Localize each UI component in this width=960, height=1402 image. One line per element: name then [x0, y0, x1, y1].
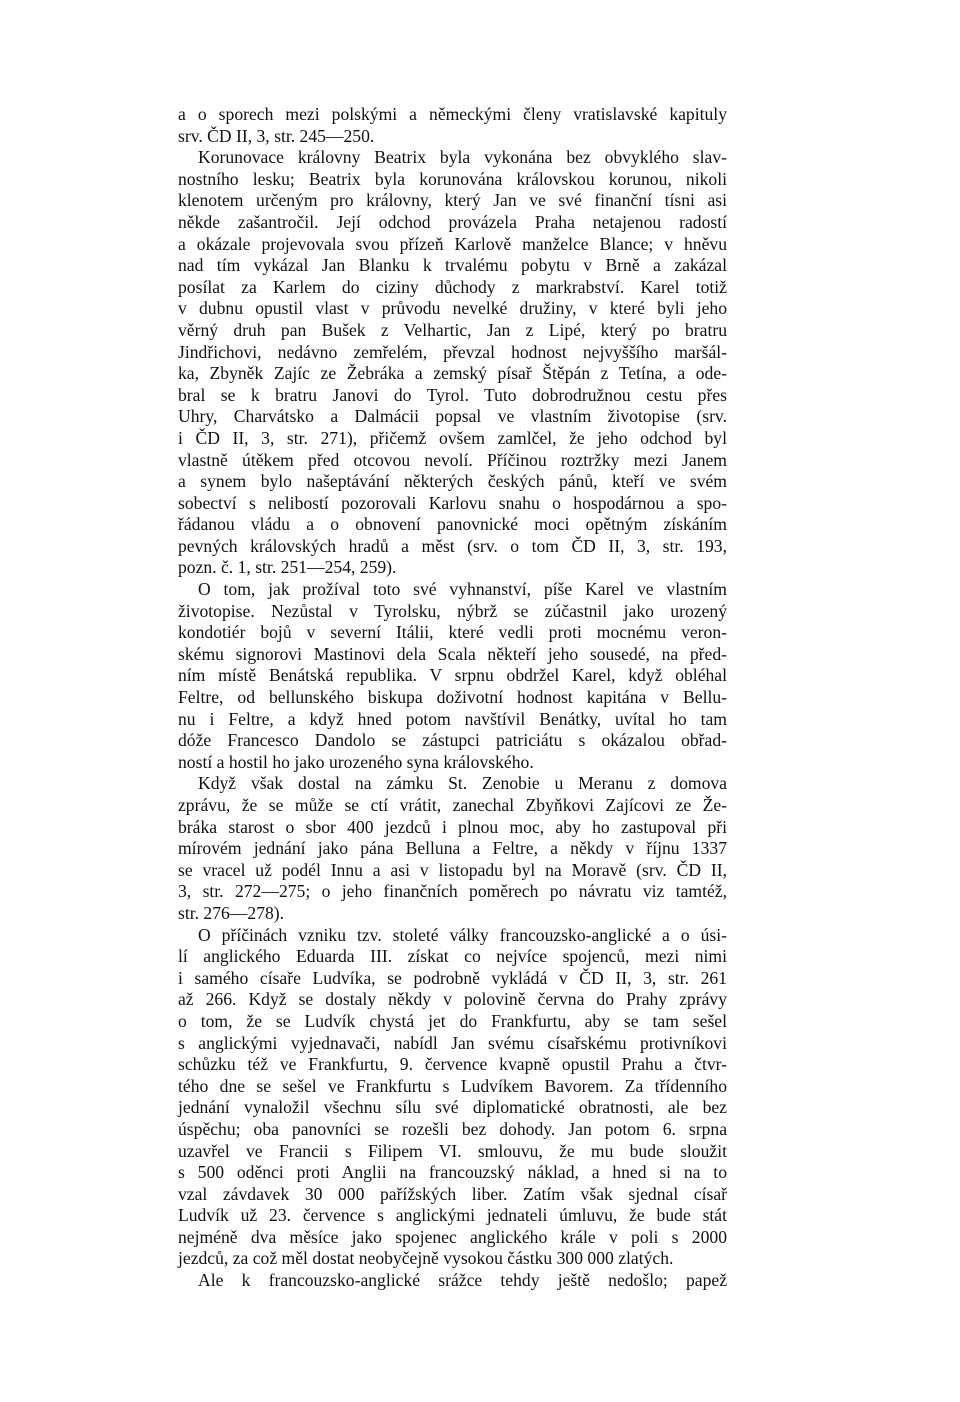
paragraph	[178, 147, 727, 579]
text-line: úspěchu; oba panovníci se rozešli bez dohody. Jan potom 6. srpna	[178, 1118, 727, 1139]
text-line: Když však dostal na zámku St. Zenobie u Meranu z domova	[198, 773, 727, 794]
page-text	[178, 104, 727, 1292]
text-line: zprávu, že se může se ctí vrátit, zanechal Zbyňkovi Zajícovi ze Že-	[178, 795, 727, 815]
text-line: Uhry, Charvátsko a Dalmácii popsal ve vlastním životopise (srv.	[178, 406, 727, 427]
paragraph	[178, 1270, 727, 1292]
text-line: pozn. č. 1, str. 251—254, 259).	[178, 557, 397, 578]
text-line: ním místě Benátská republika. V srpnu obdržel Karel, když obléhal	[178, 665, 727, 686]
text-line: Ale k francouzsko-anglické srážce tehdy ještě nedošlo; papež	[198, 1270, 727, 1291]
text-line: sobectví s nelibostí pozorovali Karlovu snahu o hospodárnou a spo-	[178, 492, 727, 513]
text-line: životopise. Nezůstal v Tyrolsku, nýbrž se zúčastnil jako urozený	[178, 600, 727, 621]
text-line: uzavřel ve Francii s Filipem VI. smlouvu, že mu bude sloužit	[178, 1140, 727, 1161]
text-line: nu i Feltre, a když hned potom navštívil Benátky, uvítal ho tam	[178, 708, 727, 729]
text-line: bral se k bratru Janovi do Tyrol. Tuto dobrodružnou cestu přes	[178, 384, 727, 405]
text-line: tého dne se sešel ve Frankfurtu s Ludvíkem Bavorem. Za třídenního	[178, 1075, 727, 1096]
text-line: jezdců, za což měl dostat neobyčejně vysokou částku 300 000 zlatých.	[178, 1248, 674, 1269]
text-line: jednání vynaložil všechnu sílu své diplomatické obratnosti, ale bez	[178, 1097, 727, 1118]
text-line: ka, Zbyněk Zajíc ze Žebráka a zemský písař Štěpán z Tetína, a ode-	[178, 363, 727, 384]
text-line: s anglickými vyjednavači, nabídl Jan svému císařskému protivníkovi	[178, 1032, 727, 1053]
text-line: dóže Francesco Dandolo se zástupci patriciátu s okázalou obřad-	[178, 730, 727, 751]
paragraph	[178, 925, 727, 1271]
text-line: až 266. Když se dostaly někdy v polovině června do Prahy zprávy	[178, 989, 727, 1010]
text-line: vlastně útěkem před otcovou nevolí. Příčinou roztržky mezi Janem	[178, 449, 727, 470]
text-line: schůzku též ve Frankfurtu, 9. července kvapně opustil Prahu a čtvr-	[178, 1054, 727, 1075]
text-line: lí anglického Eduarda III. získat co nejvíce spojenců, mezi nimi	[178, 946, 727, 967]
paragraph	[178, 773, 727, 924]
text-line: nostního lesku; Beatrix byla korunována královskou korunou, nikoli	[178, 168, 727, 189]
paragraph	[178, 579, 727, 773]
text-line: str. 276—278).	[178, 902, 285, 923]
text-line: Korunovace královny Beatrix byla vykonána bez obvyklého slav-	[198, 147, 727, 168]
text-line: nejméně dva měsíce jako spojenec anglického krále v poli s 2000	[178, 1226, 727, 1247]
text-line: se vracel už podél Innu a asi v listopadu byl na Moravě (srv. ČD II,	[178, 859, 727, 880]
text-line: Ludvík už 23. července s anglickými jednateli úmluvu, že bude stát	[178, 1205, 727, 1226]
text-line: o tom, že se Ludvík chystá jet do Frankfurtu, aby se tam sešel	[178, 1010, 727, 1031]
text-line: posílat za Karlem do ciziny důchody z markrabství. Karel totiž	[178, 276, 727, 297]
text-line: Jindřichovi, nedávno zemřelém, převzal hodnost nejvyššího maršál-	[178, 341, 727, 362]
text-line: a okázale projevovala svou přízeň Karlově manželce Blance; v hněvu	[178, 233, 727, 254]
text-line: O příčinách vzniku tzv. stoleté války francouzsko-anglické a o úsi-	[198, 924, 727, 945]
text-line: v dubnu opustil vlast v průvodu nevelké družiny, v které byli jeho	[178, 298, 727, 319]
text-line: vzal závdavek 30 000 pařížských liber. Zatím však sjednal císař	[178, 1183, 727, 1204]
paragraph	[178, 104, 727, 147]
text-line: bráka starost o sbor 400 jezdců i plnou moc, aby ho zastupoval při	[178, 816, 727, 837]
text-line: i samého císaře Ludvíka, se podrobně vykládá v ČD II, 3, str. 261	[178, 967, 727, 988]
text-line: 3, str. 272—275; o jeho finančních poměrech po návratu viz tamtéž,	[178, 881, 727, 902]
text-line: řádanou vládu a o obnovení panovnické moci opětným získáním	[178, 514, 727, 535]
text-line: klenotem určeným pro královny, který Jan ve své finanční tísni asi	[178, 190, 727, 211]
text-line: O tom, jak prožíval toto své vyhnanství, píše Karel ve vlastním	[198, 579, 727, 600]
text-line: mírovém jednání jako pána Belluna a Feltre, a někdy v říjnu 1337	[178, 838, 727, 859]
text-line: a synem bylo našeptávání některých českých pánů, kteří ve svém	[178, 471, 727, 492]
text-line: věrný druh pan Bušek z Velhartic, Jan z Lipé, který po bratru	[178, 319, 727, 340]
text-line: s 500 oděnci proti Anglii na francouzský náklad, a hned si na to	[178, 1162, 727, 1183]
text-line: ností a hostil ho jako urozeného syna královského.	[178, 751, 534, 772]
text-line: kondotiér bojů v severní Itálii, které vedli proti mocnému veron-	[178, 622, 727, 643]
text-body	[178, 104, 727, 1292]
text-line: skému signorovi Mastinovi dela Scala někteří jeho sousedé, na před-	[178, 643, 727, 664]
text-line: někde zašantročil. Její odchod provázela Praha netajenou radostí	[178, 211, 727, 232]
text-line: a o sporech mezi polskými a německými členy vratislavské kapituly	[178, 104, 727, 124]
text-line: pevných královských hradů a měst (srv. o tom ČD II, 3, str. 193,	[178, 535, 727, 556]
text-line: Feltre, od bellunského biskupa doživotní hodnost kapitána v Bellu-	[178, 687, 727, 708]
text-line: i ČD II, 3, str. 271), přičemž ovšem zamlčel, že jeho odchod byl	[178, 427, 727, 448]
text-line: nad tím vykázal Jan Blanku k trvalému pobytu v Brně a zakázal	[178, 255, 727, 276]
text-line: srv. ČD II, 3, str. 245—250.	[178, 125, 375, 146]
